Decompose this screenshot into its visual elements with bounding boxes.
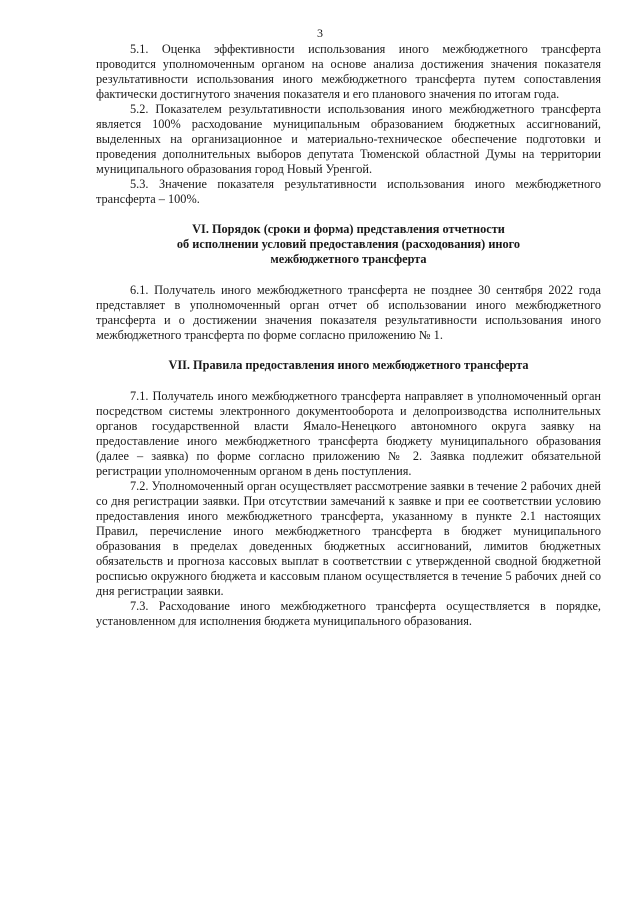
paragraph-5-3: 5.3. Значение показателя результативности использования иного межбюджетного трансферта – 100%. bbox=[96, 177, 601, 206]
section-6-heading-line-3: межбюджетного трансферта bbox=[270, 252, 427, 266]
paragraph-6-1: 6.1. Получатель иного межбюджетного трансферта не позднее 30 сентября 2022 года представляет в уполномоченный орган отчет об использовании иного межбюджетного трансферта и о достижении значения показателя результативности использования иного межбюджетного трансферта по форме согласно приложению № 1. bbox=[96, 283, 601, 342]
paragraph-7-2: 7.2. Уполномоченный орган осуществляет рассмотрение заявки в течение 2 рабочих дней со дня регистрации заявки. При отсутствии замечаний к заявке и при ее соответствии условию предоставления иного межбюджетного трансферта, указанному в пункте 2.1 настоящих Правил, перечисление иного межбюджетного трансферта в бюджет муниципального образования в пределах доведенных бюджетных ассигнований, лимитов бюджетных обязательств и прогноза кассовых выплат в соответствии с утвержденной сводной бюджетной росписью окружного бюджета и кассовым планом осуществляется в течение 5 рабочих дней со дня регистрации заявки. bbox=[96, 479, 601, 598]
paragraph-5-2: 5.2. Показателем результативности использования иного межбюджетного трансферта является 100% расходование муниципальным образованием бюджетных ассигнований, выделенных на организационное и материально-техническое обеспечение подготовки и проведения дополнительных выборов депутата Тюменской областной Думы на территории муниципального образования город Новый Уренгой. bbox=[96, 102, 601, 176]
paragraph-5-1: 5.1. Оценка эффективности использования иного межбюджетного трансферта проводится уполномоченным органом на основе анализа достижения значения показателя результативности использования иного межбюджетного трансферта путем сопоставления фактически достигнутого значения показателя и его планового значения по итогам года. bbox=[96, 42, 601, 101]
section-6-heading-line-1: VI. Порядок (сроки и форма) представления отчетности bbox=[192, 222, 505, 236]
section-7-heading: VII. Правила предоставления иного межбюджетного трансферта bbox=[168, 358, 529, 372]
page-number: 3 bbox=[317, 26, 323, 40]
paragraph-7-1: 7.1. Получатель иного межбюджетного трансферта направляет в уполномоченный орган посредством системы электронного документооборота и делопроизводства исполнительных органов государственной власти Ямало-Ненецкого автономного округа заявку на предоставление иного межбюджетного трансферта бюджету муниципального образования (далее – заявка) по форме согласно приложению № 2. Заявка подлежит обязательной регистрации уполномоченным органом в день поступления. bbox=[96, 389, 601, 478]
section-6-heading-line-2: об исполнении условий предоставления (расходования) иного bbox=[176, 237, 521, 251]
section-6-heading bbox=[96, 222, 601, 267]
paragraph-7-3: 7.3. Расходование иного межбюджетного трансферта осуществляется в порядке, установленном для исполнения бюджета муниципального образования. bbox=[96, 599, 601, 628]
document-body bbox=[96, 42, 601, 629]
